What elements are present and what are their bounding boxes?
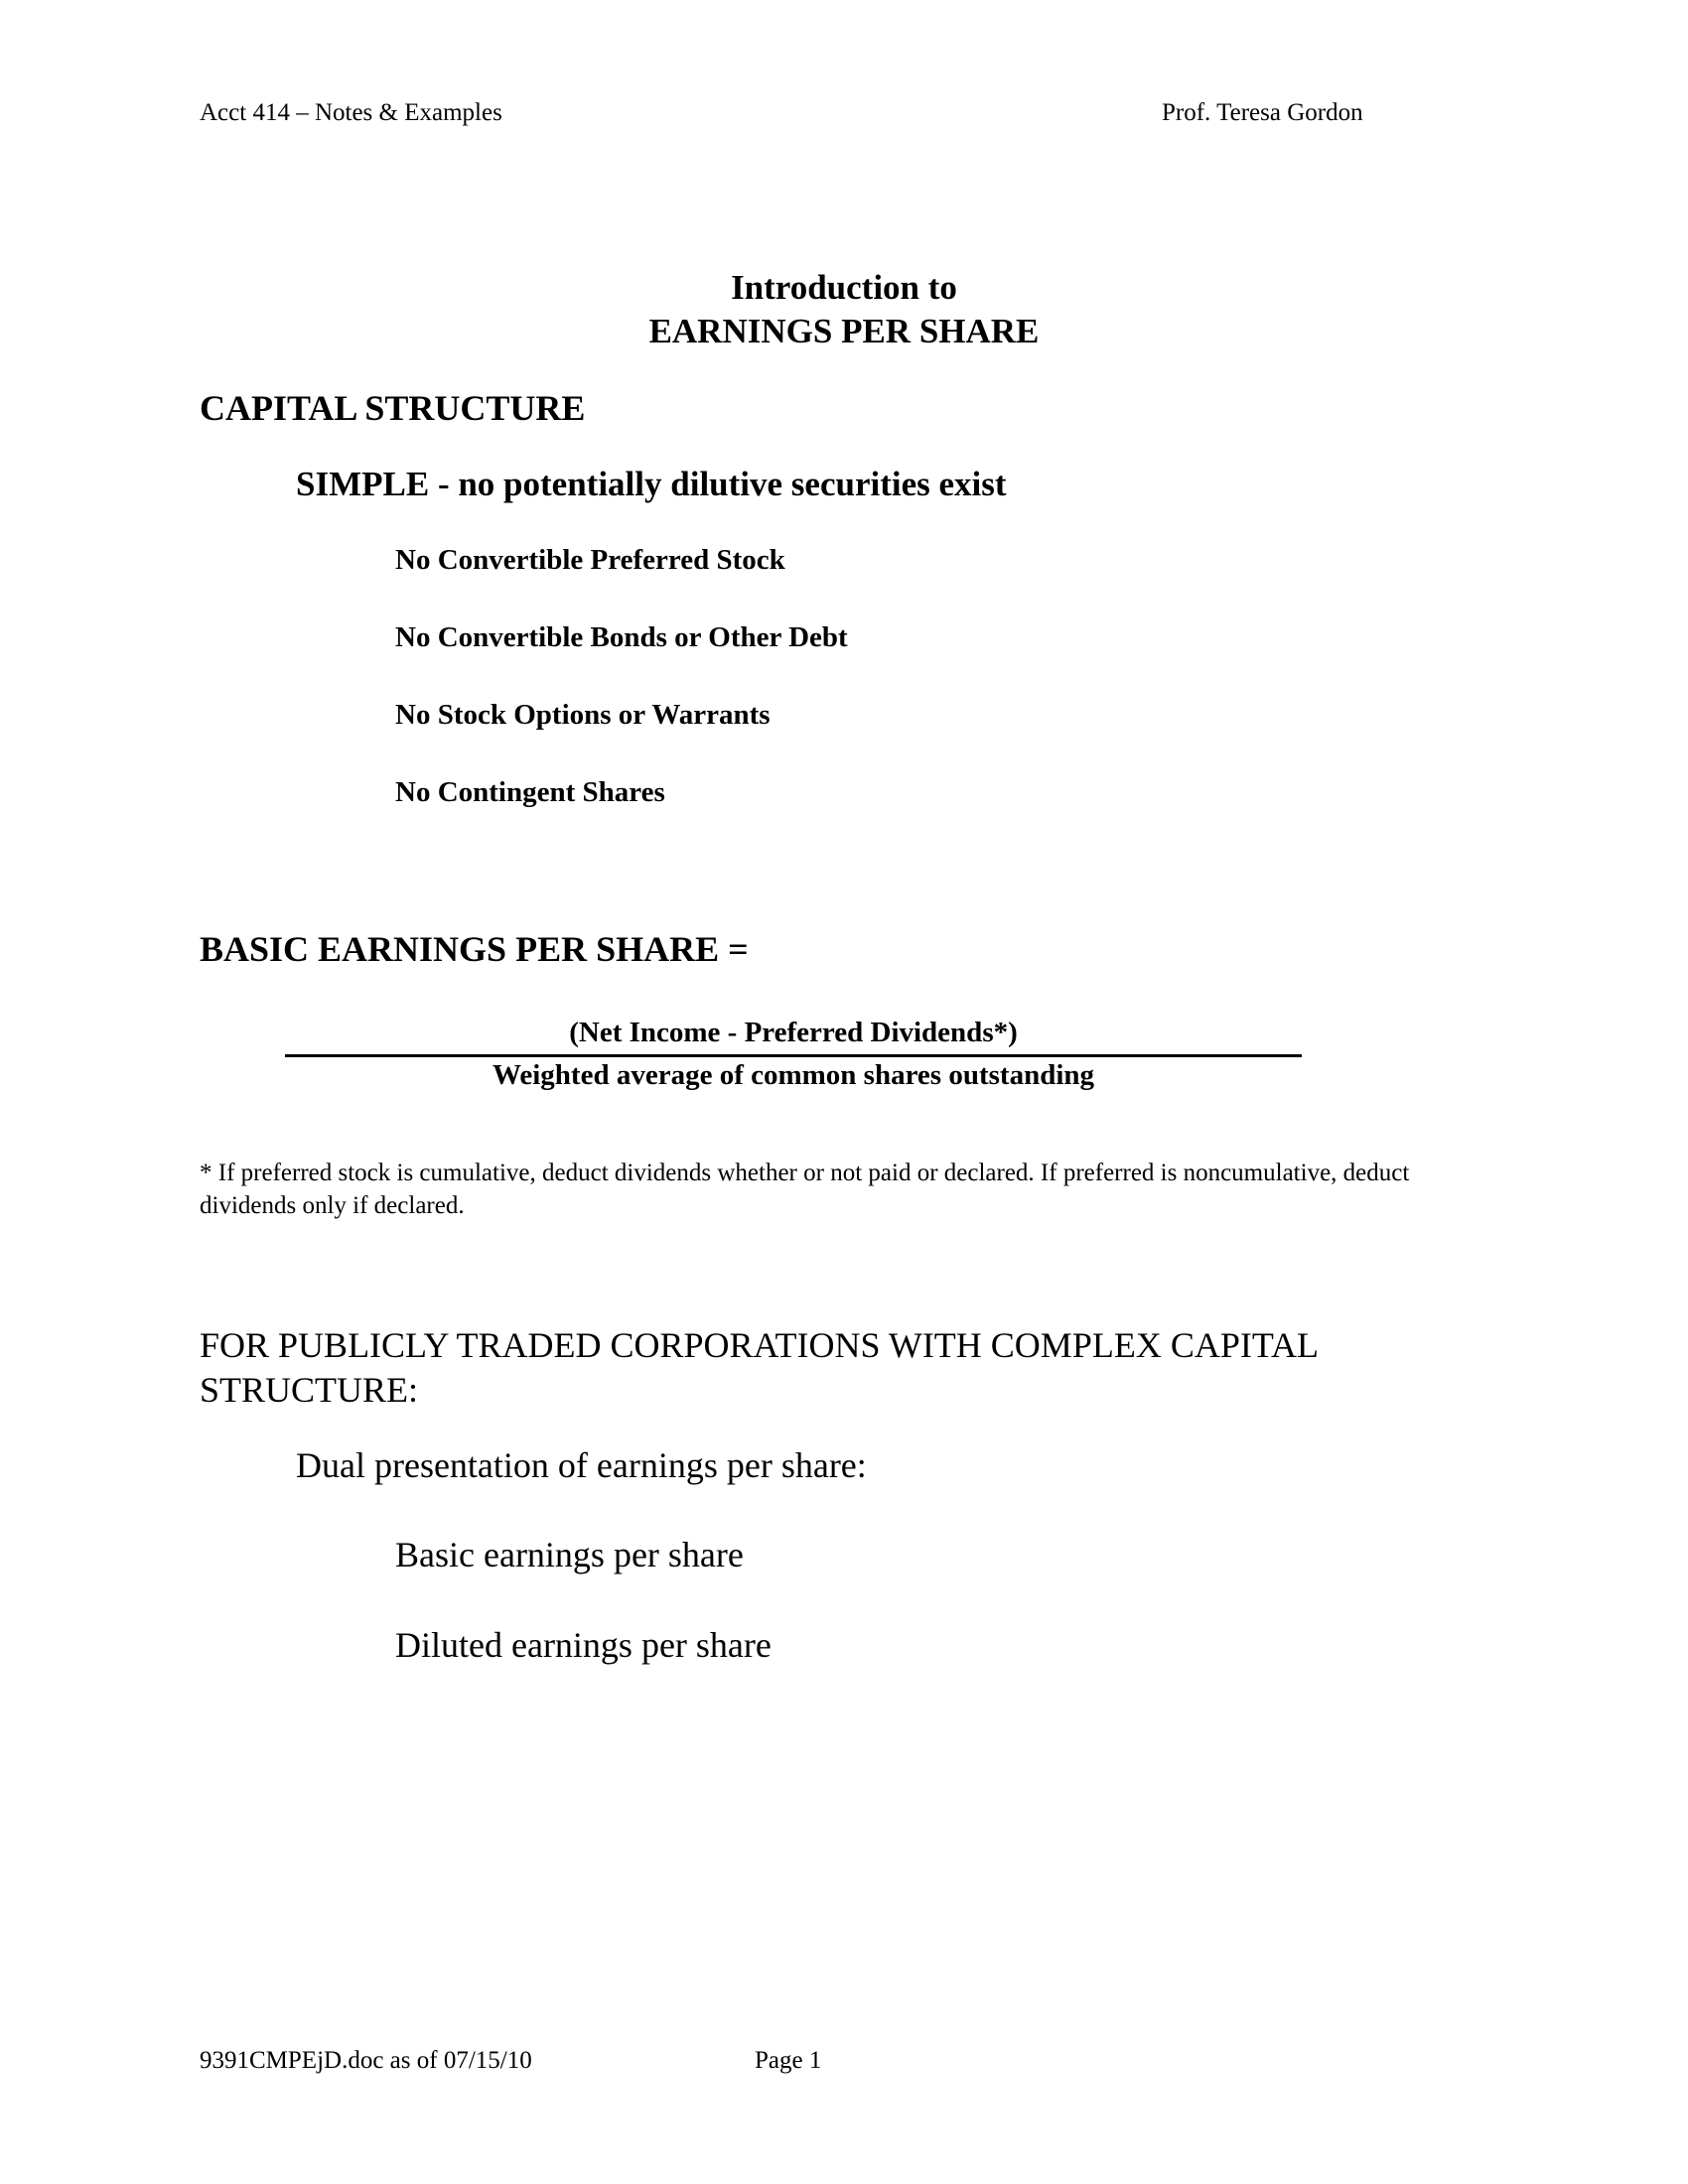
condition-item: No Convertible Bonds or Other Debt	[395, 621, 848, 653]
header-author: Prof. Teresa Gordon	[1162, 99, 1363, 126]
capital-structure-heading: CAPITAL STRUCTURE	[200, 388, 586, 428]
complex-structure-heading: FOR PUBLICLY TRADED CORPORATIONS WITH COMPLEX CAPITAL STRUCTURE:	[200, 1325, 1318, 1410]
eps-type-item: Diluted earnings per share	[395, 1625, 772, 1665]
title-line-1: Introduction to	[731, 268, 957, 307]
condition-item: No Convertible Preferred Stock	[395, 544, 785, 576]
simple-structure-heading: SIMPLE - no potentially dilutive securities exist	[296, 465, 1007, 503]
condition-item: No Stock Options or Warrants	[395, 699, 771, 731]
dividends-footnote: * If preferred stock is cumulative, deduct dividends whether or not paid or declared. If preferred is noncumulative, deduct dividends only if declared.	[200, 1160, 1410, 1219]
fraction-divider-line	[285, 1054, 1302, 1057]
eps-type-item: Basic earnings per share	[395, 1535, 744, 1574]
basic-eps-heading: BASIC EARNINGS PER SHARE =	[200, 929, 749, 969]
formula-numerator: (Net Income - Preferred Dividends*)	[569, 1017, 1018, 1048]
condition-item: No Contingent Shares	[395, 776, 665, 808]
formula-denominator: Weighted average of common shares outstanding	[492, 1059, 1095, 1091]
header-course-label: Acct 414 – Notes & Examples	[200, 99, 502, 126]
title-line-2: EARNINGS PER SHARE	[648, 312, 1040, 350]
page-number: Page 1	[755, 2047, 822, 2074]
footer-file-info: 9391CMPEjD.doc as of 07/15/10	[200, 2047, 532, 2074]
dual-presentation-intro: Dual presentation of earnings per share:	[296, 1445, 867, 1485]
